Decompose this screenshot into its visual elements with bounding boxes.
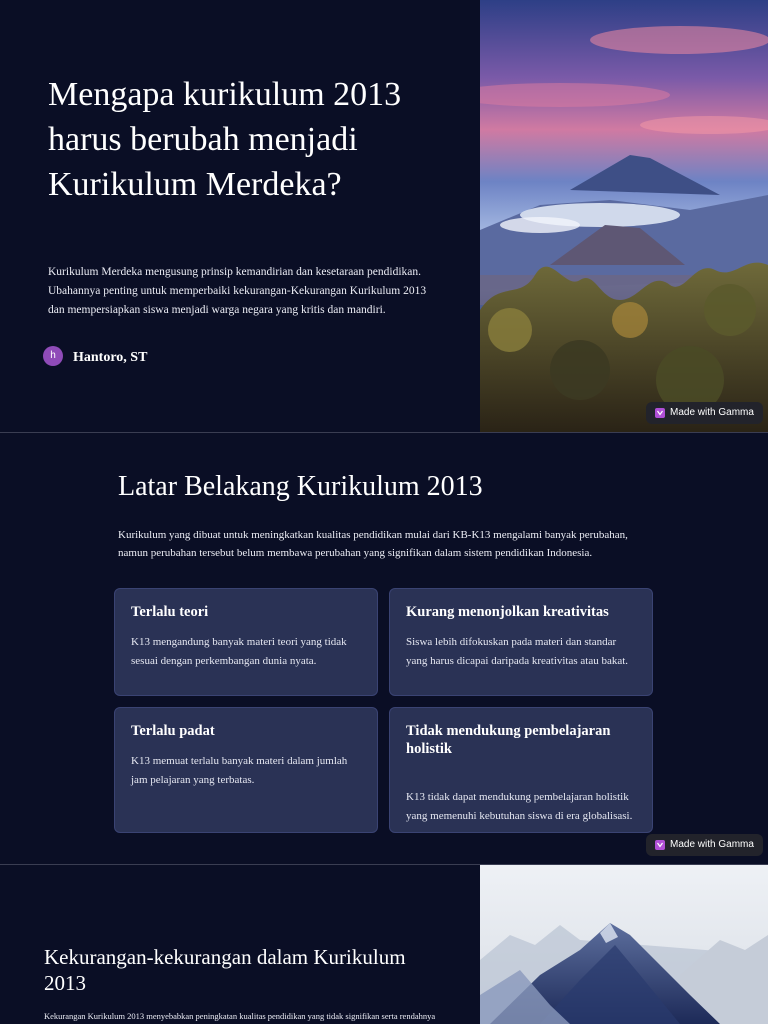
slide-description: Kurikulum yang dibuat untuk meningkatkan kualitas pendidikan mulai dari KB-K13 mengalami banyak perubahan, namun perubahan tersebut belum membawa perubahan yang signifikan dalam sistem pendidikan Indonesia. (118, 529, 628, 559)
slide-title: Latar Belakang Kurikulum 2013 (118, 471, 483, 502)
card-too-dense (114, 707, 378, 833)
gamma-logo-icon (655, 840, 665, 850)
slide-shortcomings (0, 865, 768, 1024)
landscape-illustration (480, 0, 768, 432)
mountains-illustration (480, 865, 768, 1024)
made-with-gamma-badge[interactable] (646, 402, 763, 424)
gamma-logo-icon (655, 408, 665, 418)
badge-label: Made with Gamma (670, 407, 754, 418)
card-lack-creativity (389, 588, 653, 696)
slide-title: Kekurangan-kekurangan dalam Kurikulum 2013 (44, 945, 406, 995)
card-title: Kurang menonjolkan kreativitas (406, 604, 609, 620)
card-too-theoretical (114, 588, 378, 696)
card-title: Terlalu teori (131, 604, 209, 620)
avatar: h (43, 346, 63, 366)
badge-label: Made with Gamma (670, 839, 754, 850)
card-title: Terlalu padat (131, 723, 215, 739)
card-text: K13 memuat terlalu banyak materi dalam jumlah jam pelajaran yang terbatas. (131, 755, 348, 786)
made-with-gamma-badge[interactable] (646, 834, 763, 856)
card-not-holistic (389, 707, 653, 833)
volcano-landscape-image (480, 0, 768, 432)
blue-mountains-image (480, 865, 768, 1024)
card-text: Siswa lebih difokuskan pada materi dan standar yang harus dicapai daripada kreativitas atau bakat. (406, 636, 629, 667)
slide-intro (0, 0, 768, 432)
slide-title: Mengapa kurikulum 2013 harus berubah menjadi Kurikulum Merdeka? (48, 76, 402, 203)
slide-background (0, 433, 768, 864)
slide-description: Kurikulum Merdeka mengusung prinsip kemandirian dan kesetaraan pendidikan. Ubahannya penting untuk memperbaiki kekurangan-Kekurangan Kurikulum 2013 dan mempersiapkan siswa menjadi warga negara yang kritis dan mandiri. (48, 266, 427, 316)
slide-description: Kekurangan Kurikulum 2013 menyebabkan peningkatan kualitas pendidikan yang tidak signifikan serta rendahnya (44, 1011, 436, 1021)
card-title: Tidak mendukung pembelajaran holistik (406, 723, 611, 757)
card-text: K13 tidak dapat mendukung pembelajaran holistik yang memenuhi kebutuhan siswa di era globalisasi. (406, 791, 633, 822)
card-text: K13 mengandung banyak materi teori yang tidak sesuai dengan perkembangan dunia nyata. (131, 636, 347, 667)
author-name: Hantoro, ST (73, 350, 148, 365)
